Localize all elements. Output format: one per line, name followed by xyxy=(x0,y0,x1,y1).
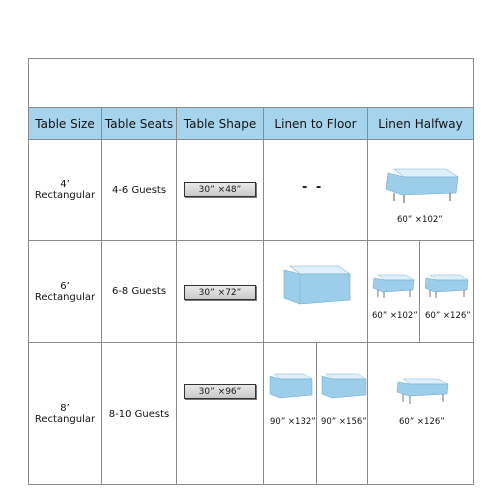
row-2-seats: 6-8 Guests xyxy=(111,286,167,297)
grid-line xyxy=(419,240,420,342)
row-2-shape-box: 30” ×72” xyxy=(184,285,256,300)
tablecloth-halfway-icon xyxy=(424,272,470,298)
row-1-seats: 4-6 Guests xyxy=(111,184,167,196)
tablecloth-floor-icon xyxy=(320,372,368,398)
tablecloth-halfway-icon xyxy=(384,163,462,203)
tablecloth-halfway-icon xyxy=(372,272,416,298)
row-3-floor-caption-2: 90” ×156” xyxy=(321,417,367,427)
header-table-size: Table Size xyxy=(35,116,95,131)
row-1-shape-box: 30” ×48” xyxy=(184,182,256,197)
header-linen-halfway: Linen Halfway xyxy=(378,116,463,131)
row-2-size: 6’ Rectangular xyxy=(34,280,96,303)
row-3-halfway-caption: 60” ×126” xyxy=(399,417,445,427)
row-2-halfway-caption-1: 60” ×102” xyxy=(372,311,418,321)
row-3-shape-box: 30” ×96” xyxy=(184,384,256,399)
grid-line xyxy=(316,342,317,485)
row-3-floor-caption-1: 90” ×132” xyxy=(270,417,316,427)
header-table-shape: Table Shape xyxy=(183,116,257,131)
tablecloth-floor-icon xyxy=(280,264,352,304)
header-linen-to-floor: Linen to Floor xyxy=(274,116,357,131)
row-2-halfway-caption-2: 60” ×126” xyxy=(425,311,471,321)
grid-line xyxy=(176,107,177,485)
row-3-size: 8’ Rectangular xyxy=(34,403,96,425)
row-1-halfway-caption: 60” ×102” xyxy=(397,215,443,225)
row-3-seats: 8-10 Guests xyxy=(108,408,170,420)
tablecloth-halfway-icon xyxy=(396,376,450,404)
row-1-floor-placeholder: - - xyxy=(302,180,324,195)
row-1-size: 4’ Rectangular xyxy=(34,179,96,201)
grid-line xyxy=(263,107,264,485)
tablecloth-floor-icon xyxy=(268,372,314,398)
grid-line xyxy=(367,107,368,485)
header-table-seats: Table Seats xyxy=(104,116,174,131)
